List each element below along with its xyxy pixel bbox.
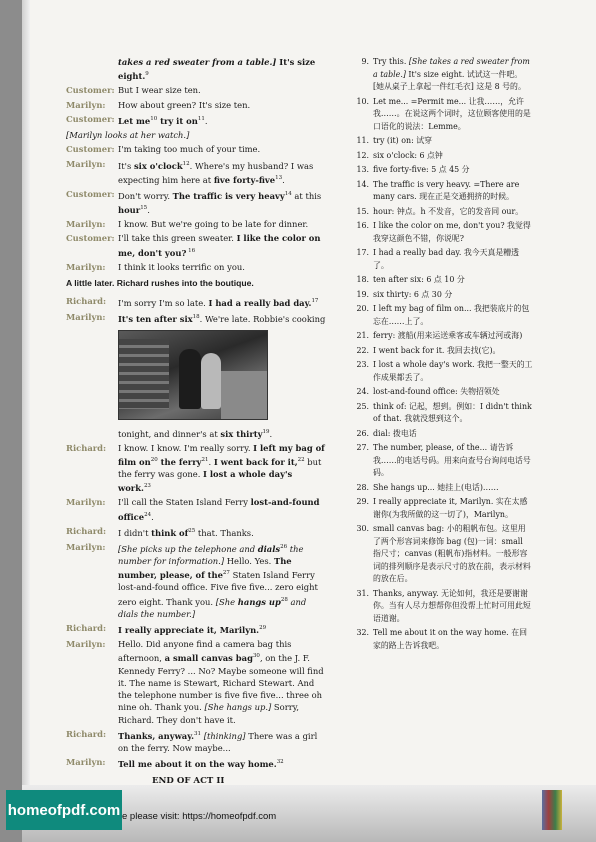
speaker-label: Marilyn: [66,312,106,323]
photo-figure-marilyn [201,353,221,409]
note-item [355,359,533,384]
text-run: tonight, and dinner's at [118,428,221,439]
text-run: It's [118,160,134,171]
text-run: There was a girl on the ferry. Now maybe... [118,730,318,754]
text-run: that. Thanks. [195,527,254,538]
note-number: 25. [356,401,369,411]
note-item [355,523,533,586]
dialogue-line [66,129,326,141]
text-run: takes a red sweater from a table.] [118,57,280,67]
dialogue-line [66,143,326,155]
text-run: the ferry [157,456,202,467]
footnote-marker: 17 [311,298,319,305]
note-number: 16. [356,221,369,230]
note-number: 22. [356,345,369,355]
dialogue-text [118,143,326,155]
note-number: 21. [356,331,369,340]
text-run: dial: 拨电话 [373,428,417,438]
note-number: 26. [356,428,369,438]
text-run: the number for information.] [118,543,304,566]
text-run: [Marilyn looks at her watch.] [66,130,190,141]
note-item [355,482,533,495]
note-text [373,496,533,521]
dialogue-line [66,218,326,230]
note-text [373,247,533,272]
dialogue-line [66,158,326,186]
dialogue-text [118,756,326,770]
text-run: I'm sorry I'm so late. [118,298,209,309]
note-item [355,401,533,426]
speaker-label: Marilyn: [66,261,106,272]
dialogue-block-2 [66,295,326,325]
speaker-label: Richard: [66,525,107,536]
note-text [373,345,533,358]
text-run: but the ferry was gone. [118,456,322,479]
note-text [373,179,533,204]
text-run: . [269,428,273,439]
note-number: 32. [356,628,369,637]
text-run: I really appreciate it, Marilyn. 实在太感谢你(为我所做的这一切了)，Marilyn。 [373,497,528,519]
speaker-label: Customer: [66,233,115,244]
note-item [355,496,533,521]
text-run: , on the J. F. Kennedy Ferry? ... No? Maybe someone will find it. The name is Stewart, Richard Stewart. And the telephone number is five five five... three oh nine oh. Thank you. [118,653,324,713]
footnote-marker: 32 [276,759,284,766]
note-item [355,56,533,94]
text-run: . [282,174,285,185]
dialogue-line [66,728,326,754]
speaker-label: Marilyn: [66,639,106,650]
text-run: I'm taking too much of your time. [118,144,261,155]
text-run: hour [118,204,141,215]
footnote-marker: 15 [140,204,148,211]
footnote-marker: 16 [186,247,196,254]
note-item [355,627,533,652]
text-run: Thanks, anyway. 无论如何，我还是要谢谢你。当有人尽力想帮你但没帮上忙时可用此短语道谢。 [373,588,531,623]
note-number: 31. [356,588,369,598]
text-run: [She picks up the telephone and [118,543,258,554]
text-run: It's ten after six [118,314,193,325]
speaker-label: Customer: [66,113,115,124]
photo-counter [221,371,267,420]
dialogue-line [66,756,326,770]
note-text [373,206,533,219]
note-text [373,150,533,163]
text-run: I think it looks terrific on you. [118,261,245,272]
note-text [373,96,533,134]
text-run: . [204,115,208,126]
text-run: How about green? It's size ten. [118,99,251,110]
note-text [373,627,533,652]
text-run: lost-and-found office [118,497,320,522]
note-number: 23. [356,360,369,369]
dialogue-block-1 [66,56,326,273]
speaker-label: Richard: [66,442,107,453]
speaker-label: Marilyn: [66,757,106,768]
text-run: The number, please, of the... 请告诉我……的电话号码。用来向查号台询问电话号码。 [373,443,531,477]
dialogue-text [118,496,326,522]
text-run: I'll call the Staten Island Ferry [118,497,251,508]
note-text [373,523,533,586]
text-run: . We're late. Robbie's cooking [199,314,326,325]
photo-figure-richard [179,349,201,409]
note-item [355,386,533,399]
text-run: Don't worry. [118,190,173,201]
footnote-marker: 25 [188,527,196,534]
dialogue-text [118,638,326,726]
speaker-label: Richard: [66,623,107,634]
note-item [355,135,533,148]
dialogue-text [118,99,326,111]
note-item [355,345,533,358]
text-run: hangs up [237,596,281,607]
text-run: The traffic is very heavy [172,190,285,201]
dialogue-line [66,56,326,82]
note-number: 18. [356,275,369,284]
text-run: I had a really bad day. 我今天真是糟透了。 [373,248,520,270]
text-run: I left my bag of film on [118,442,325,467]
dialogue-line [66,638,326,726]
note-number: 30. [356,524,369,533]
text-run: I left my bag of film on... 我把装底片的包忘在……上了。 [373,304,530,326]
page-shadow [22,0,30,790]
speaker-label: Customer: [66,85,115,96]
text-run: It's size eight. [118,57,316,82]
text-run: But I wear size ten. [118,85,201,96]
dialogue-text [118,311,326,325]
photo-shelf [119,339,169,409]
footnote-marker: 31 [194,731,202,738]
text-run: Tell me about it on the way home. [118,759,277,770]
text-run: I had a really bad day. [208,298,312,309]
text-run: I went back for it, [213,456,298,467]
text-run: [She hangs up.] [204,702,272,713]
speaker-label: Richard: [66,729,107,740]
note-text [373,274,533,287]
note-text [373,164,533,177]
dialogue-line [66,496,326,522]
note-item [355,303,533,328]
text-run: I lost a whole day's work. 我把一整天的工作成果都丢了。 [373,360,533,382]
footnote-marker: 20 [150,456,158,463]
text-run: dials [257,543,281,554]
footnote-marker: 10 [150,115,158,122]
note-item [355,428,533,441]
note-number: 13. [356,165,369,174]
dialogue-line [66,295,326,309]
dialogue-line [66,442,326,495]
note-item [355,150,533,163]
note-item [355,247,533,272]
note-number: 10. [356,96,369,106]
text-run: think of [151,527,189,538]
dialogue-text [118,84,326,96]
note-text [373,135,533,148]
note-item [355,96,533,134]
footnote-marker: 30 [252,653,260,660]
dialogue-text [118,261,326,273]
note-number: 19. [356,289,369,299]
dialogue-text [118,232,326,258]
dialogue-text [118,622,326,636]
speaker-label: Customer: [66,188,115,199]
footnote-marker: 12 [182,160,190,167]
note-text [373,482,533,495]
note-item [355,442,533,480]
speaker-label: Marilyn: [66,541,106,552]
note-text [373,428,533,441]
note-text [373,330,533,343]
note-number: 20. [356,304,369,313]
note-number: 17. [356,248,369,257]
note-text [373,386,533,399]
note-text [373,401,533,426]
text-run: I know. I know. I'm really sorry. [118,442,254,453]
dialogue-text [118,158,326,186]
text-run: lost-and-found office: 失物招领处 [373,387,500,396]
text-run: She hangs up... 她挂上(电话)…… [373,482,499,492]
after-photo-line [66,426,326,440]
footnote-marker: 13 [275,174,283,181]
dialogue-text [118,113,326,127]
text-run: Let me [118,115,151,126]
dialogue-text [118,56,326,82]
note-item [355,164,533,177]
text-run: [She [215,596,238,607]
footnote-marker: 19 [262,428,270,435]
scene-photo [118,330,268,420]
dialogue-text [118,541,326,620]
text-run: I lost a whole day's work. [118,469,293,494]
text-run: and dials the number.] [118,596,307,619]
note-number: 24. [356,387,369,396]
text-run: I didn't [118,527,152,538]
dialogue-line [66,311,326,325]
note-text [373,56,533,94]
speaker-label: Marilyn: [66,99,106,110]
text-run: It's size eight. 试试这一件吧。[她从桌子上拿起一件红毛衣] 这是 8 号的。 [373,69,526,91]
note-item [355,220,533,245]
scene-heading: A little later. Richard rushes into the boutique. [66,278,254,289]
footnote-marker: 18 [192,314,200,321]
text-run: I like the color on me, don't you? [118,233,321,258]
footnote-marker: 28 [280,596,288,603]
dialogue-line [66,113,326,127]
text-run: . Where's my husband? I was expecting him here at [118,160,314,185]
site-logo[interactable]: homeofpdf.com [6,790,122,830]
dialogue-text [118,525,326,539]
note-number: 12. [356,150,369,160]
footnote-marker: 22 [297,456,305,463]
dialogue-text [118,218,326,230]
note-number: 9. [361,57,369,66]
end-of-act: END OF ACT II [152,775,225,786]
text-run: a small canvas bag [164,653,253,664]
note-number: 11. [356,136,369,145]
text-run: at this [291,190,322,201]
text-run: I really appreciate it, Marilyn. [118,624,260,635]
dialogue-block-3 [66,442,326,771]
note-text [373,303,533,328]
dialogue-line [66,84,326,96]
note-number: 29. [356,497,369,506]
note-text [373,442,533,480]
dialogue-text [118,295,326,309]
text-run: six thirty [220,428,263,439]
dialogue-column [66,56,326,787]
dialogue-line [66,188,326,216]
dialogue-line [66,232,326,258]
dialogue-line [66,261,326,273]
text-run: six thirty: 6 点 30 分 [373,289,453,299]
text-run: I like the color on me, don't you? 我觉得我穿这颜色不错，你说呢? [373,221,531,243]
text-run: Hello. Yes. [224,555,274,566]
text-run: Tell me about it on the way home. 在回家的路上告诉我吧。 [373,628,527,650]
note-item [355,206,533,219]
text-run: five forty-five [213,174,276,185]
dialogue-text [118,442,326,495]
text-run: I know. But we're going to be late for dinner. [118,219,309,230]
text-run: Let me... =Permit me... 让我……，允许我……。在说这两个词时，这位顾客使用的是口语化的说法：Lemme。 [373,96,531,131]
footnote-marker: 26 [280,543,288,550]
note-text [373,289,533,302]
text-run: I'll take this green sweater. [118,233,237,244]
note-item [355,274,533,287]
speaker-label-empty [66,426,118,440]
text-run: Hello. Did anyone find a camera bag this afternoon, [118,639,292,664]
note-number: 15. [356,206,369,216]
note-number: 27. [356,443,369,452]
after-photo-text [118,426,326,440]
text-run: try (it) on: 试穿 [373,136,433,145]
text-run: [thinking] [201,730,246,741]
speaker-label: Marilyn: [66,497,106,508]
text-run: I went back for it. 我回去找(它)。 [373,345,501,355]
speaker-label: Marilyn: [66,219,106,230]
text-run: [She takes a red sweater from a table.] [373,57,530,79]
text-run: Try this. [373,57,409,66]
note-item [355,330,533,343]
note-number: 14. [356,179,369,189]
text-run: The number, please, of the [118,555,292,581]
text-run: six o'clock [133,160,183,171]
color-calibration-bar [542,790,562,830]
note-number: 28. [356,482,369,492]
text-run: Sorry, Richard. They don't have it. [118,702,299,725]
text-run: try it on [157,115,198,126]
footnote-marker: 9 [145,71,149,78]
text-run: ten after six: 6 点 10 分 [373,275,465,284]
text-run: . [208,456,214,467]
speaker-label: Customer: [66,144,115,155]
dialogue-line [66,99,326,111]
footnote-marker: 23 [143,483,151,490]
footnote-marker: 21 [201,456,209,463]
footer-url[interactable]: e please visit: https://homeofpdf.com [122,811,277,822]
text-run: . [151,511,154,522]
speaker-label: Marilyn: [66,158,106,169]
text-run: small canvas bag: 小的粗帆布包。这里用了两个形容词来修饰 bag (包)一词：small 指尺寸；canvas (粗帆布)指材料。一般形容词的排列顺序是表示尺寸的放在前，表示材料的放在后。 [373,524,531,583]
note-text [373,220,533,245]
dialogue-text [118,728,326,754]
text-run: Thanks, anyway. [118,730,195,741]
note-item [355,289,533,302]
text-run: six o'clock: 6 点钟 [373,150,443,160]
note-item [355,179,533,204]
footnote-marker: 14 [284,190,292,197]
dialogue-text [118,188,326,216]
dialogue-line [66,541,326,620]
text-run: hour: 钟点。h 不发音，它的发音同 our。 [373,206,524,216]
note-item [355,588,533,626]
footnote-marker: 11 [197,115,205,122]
note-text [373,359,533,384]
text-run: five forty-five: 5 点 45 分 [373,165,470,174]
note-text [373,588,533,626]
text-run: . [147,204,150,215]
text-run: ferry: 渡船(用来运送乘客或车辆过河或海) [373,331,523,340]
footnote-marker: 29 [259,625,267,632]
footnote-marker: 24 [144,511,152,518]
footnote-marker: 27 [222,570,230,577]
notes-column [355,56,533,654]
speaker-label: Richard: [66,296,107,307]
dialogue-text [66,129,326,141]
text-run: The traffic is very heavy. =There are many cars. 现在正是交通拥挤的时候。 [373,179,520,201]
dialogue-line [66,525,326,539]
text-run: Staten Island Ferry lost-and-found office. Five five five... zero eight zero eight. Thank you. [118,570,318,607]
dialogue-line [66,622,326,636]
text-run: think of: 记起，想到。例如：I didn't think of that. 我就没想到这个。 [373,401,532,423]
